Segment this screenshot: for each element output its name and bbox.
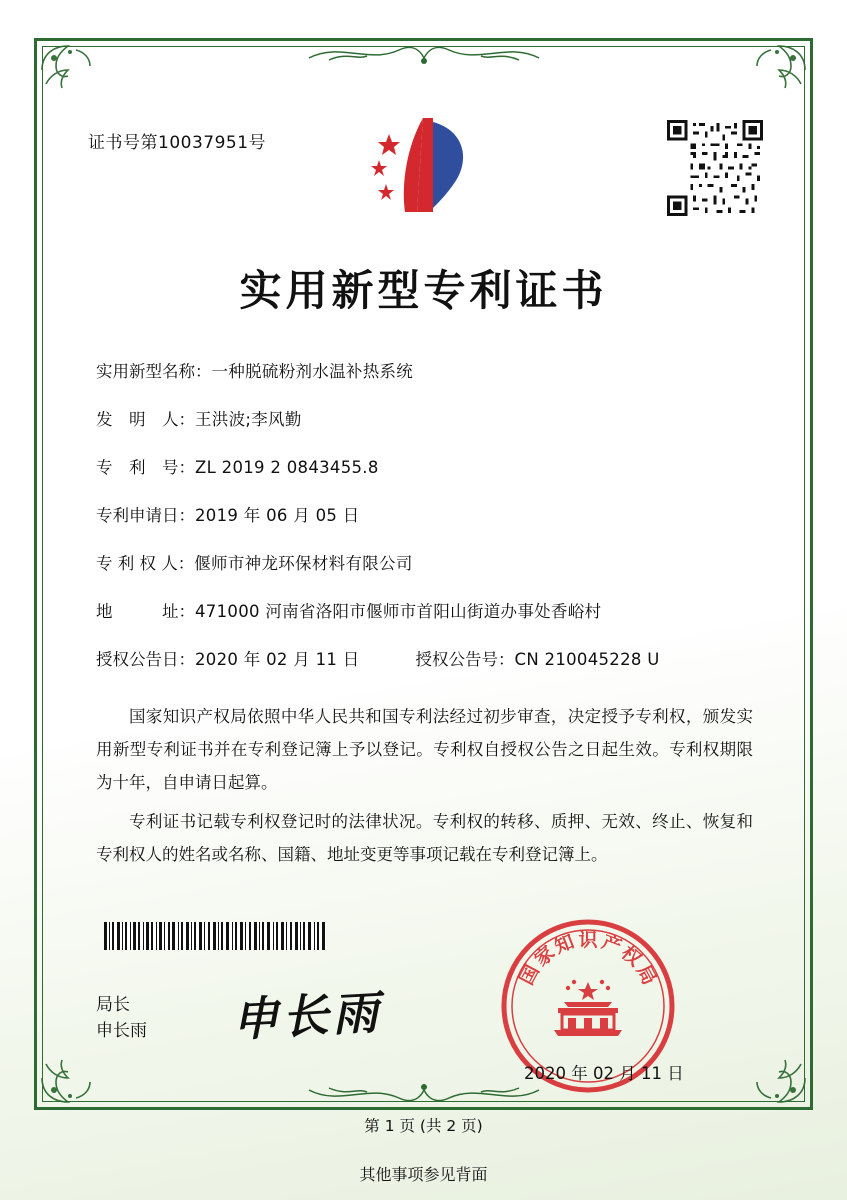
patent-office-emblem-icon xyxy=(359,112,489,222)
footer-note: 其他事项参见背面 xyxy=(359,1165,488,1184)
field-list xyxy=(96,358,751,694)
svg-text:产: 产 xyxy=(598,930,625,959)
signature-labels xyxy=(96,992,147,1045)
field-row xyxy=(96,358,751,382)
field-label: 发 明 人： xyxy=(96,410,195,429)
paragraph: 专利证书记载专利权登记时的法律状况。专利权的转移、质押、无效、终止、恢复和专利权人的姓名或名称、国籍、地址变更等事项记载在专利登记簿上。 xyxy=(96,812,753,864)
director-name: 申长雨 xyxy=(96,1021,147,1042)
field-row xyxy=(96,454,751,478)
grant-date-value: 2020 年 02 月 11 日 xyxy=(195,650,360,669)
field-value: 偃师市神龙环保材料有限公司 xyxy=(194,554,413,573)
svg-text:国: 国 xyxy=(515,961,544,989)
page-number: 第 1 页 (共 2 页) xyxy=(364,1117,483,1135)
top-center-ornament-icon xyxy=(299,38,549,73)
grant-date-label: 授权公告日： xyxy=(96,650,195,669)
page-title: 实用新型专利证书 xyxy=(239,266,608,315)
field-row xyxy=(96,550,751,574)
field-label: 专利申请日： xyxy=(96,506,195,525)
field-value: 一种脱硫粉剂水温补热系统 xyxy=(211,362,414,381)
field-value: 471000 河南省洛阳市偃师市首阳山街道办事处香峪村 xyxy=(195,602,602,621)
field-row xyxy=(96,502,751,526)
field-row xyxy=(96,598,751,622)
grant-row xyxy=(96,646,751,670)
director-title: 局长 xyxy=(96,995,130,1015)
certificate-number: 证书号第10037951号 xyxy=(88,133,267,153)
svg-text:权: 权 xyxy=(616,941,646,971)
svg-text:局: 局 xyxy=(632,961,661,989)
field-value: 2019 年 06 月 05 日 xyxy=(195,506,360,525)
field-label: 地 址： xyxy=(96,602,195,621)
handwritten-signature: 申长雨 xyxy=(230,985,384,1047)
paragraph: 国家知识产权局依照中华人民共和国专利法经过初步审查，决定授予专利权，颁发实用新型专利证书并在专利登记簿上予以登记。专利权自授权公告之日起生效。专利权期限为十年，自申请日起算。 xyxy=(96,707,753,792)
field-label: 专 利 号： xyxy=(96,458,195,477)
barcode-icon xyxy=(104,922,326,950)
field-value: ZL 2019 2 0843455.8 xyxy=(195,458,379,477)
legal-text xyxy=(96,700,753,877)
field-row xyxy=(96,406,751,430)
grant-number-value: CN 210045228 U xyxy=(514,650,660,669)
field-value: 王洪波;李风勤 xyxy=(195,410,302,429)
field-label: 实用新型名称： xyxy=(96,362,212,381)
svg-text:家: 家 xyxy=(530,941,560,971)
svg-text:识: 识 xyxy=(578,929,598,951)
seal-date: 2020 年 02 月 11 日 xyxy=(524,1064,684,1083)
svg-text:知: 知 xyxy=(551,930,578,959)
field-label: 专 利 权 人： xyxy=(96,554,195,573)
grant-number-label: 授权公告号： xyxy=(415,650,515,669)
qr-code-icon xyxy=(667,120,763,216)
